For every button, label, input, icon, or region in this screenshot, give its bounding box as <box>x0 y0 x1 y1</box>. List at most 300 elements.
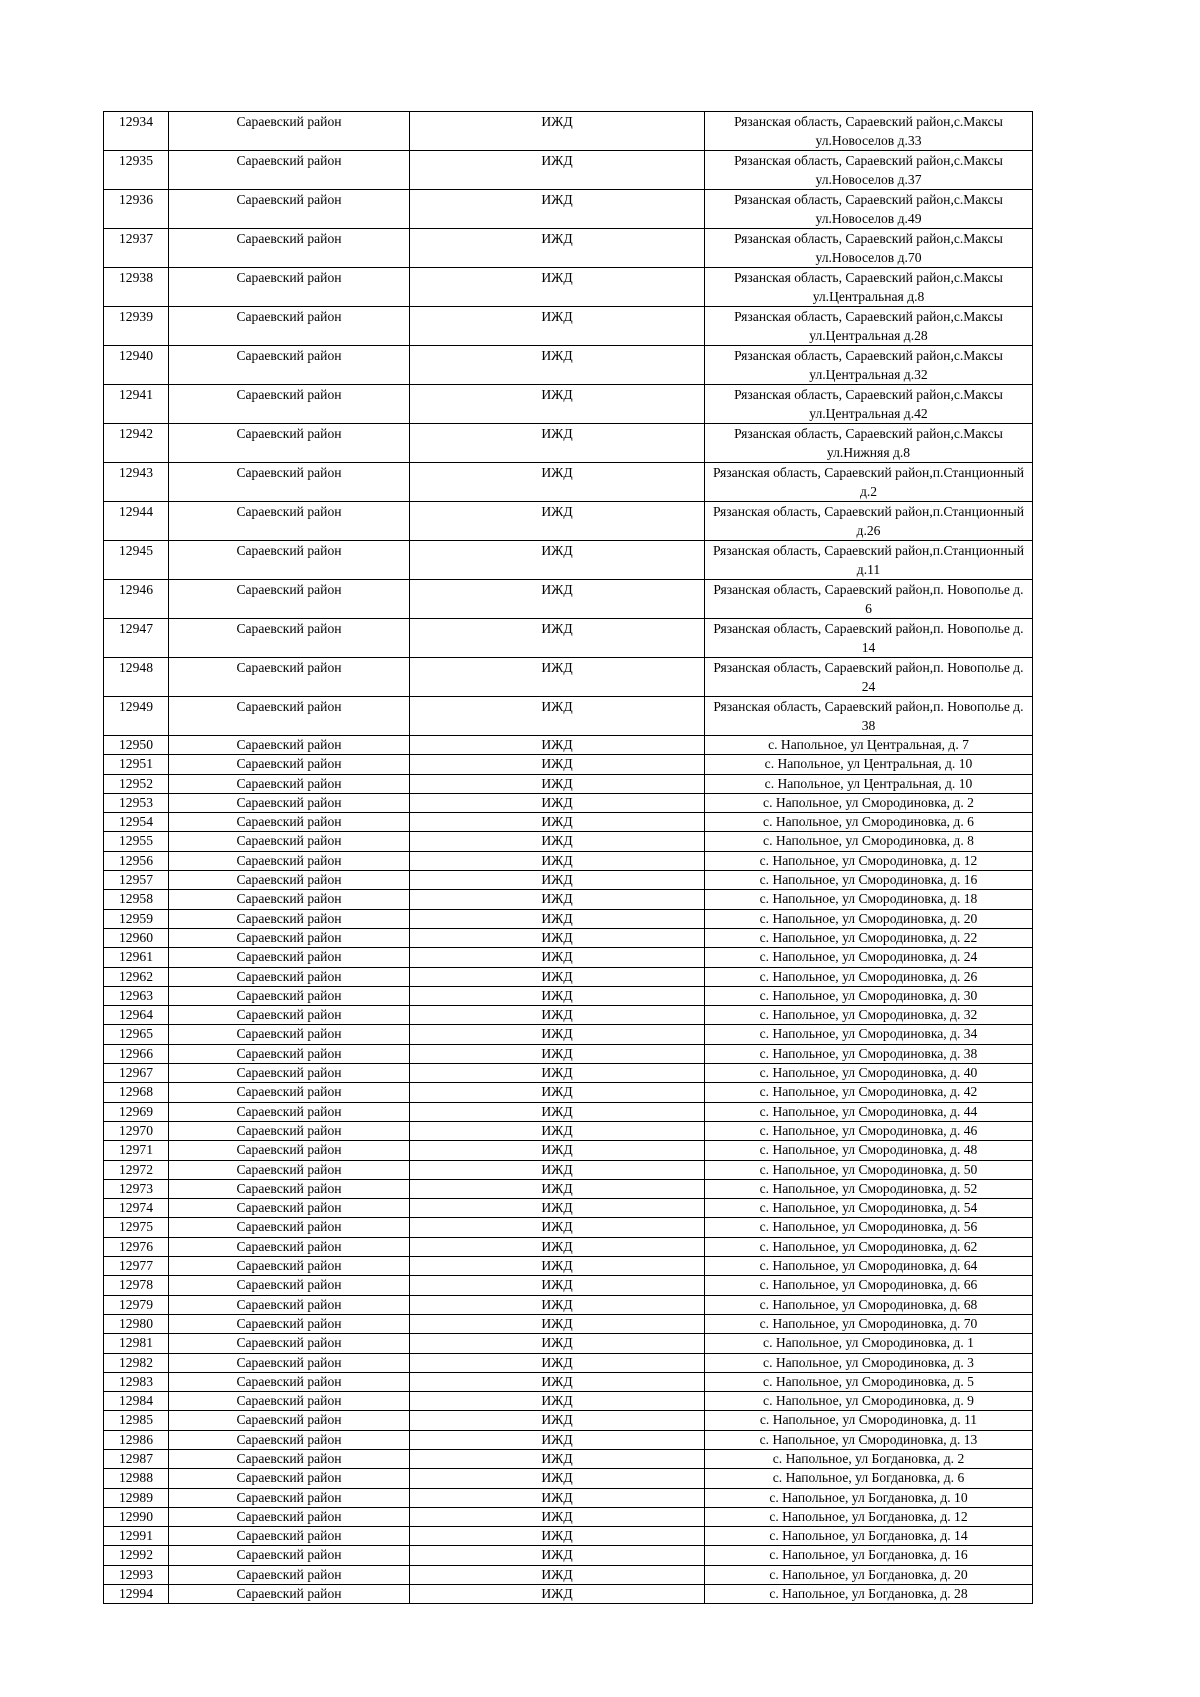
district-cell: Сараевский район <box>169 736 410 755</box>
address-cell: с. Напольное, ул Смородиновка, д. 18 <box>705 890 1033 909</box>
object-type-cell: ИЖД <box>410 1276 705 1295</box>
address-cell: с. Напольное, ул Смородиновка, д. 26 <box>705 967 1033 986</box>
district-cell: Сараевский район <box>169 1083 410 1102</box>
district-cell: Сараевский район <box>169 112 410 151</box>
row-number-cell: 12953 <box>104 793 169 812</box>
table-row <box>104 1585 1033 1604</box>
object-type-cell: ИЖД <box>410 1218 705 1237</box>
row-number-cell: 12960 <box>104 928 169 947</box>
object-type-cell: ИЖД <box>410 1430 705 1449</box>
table-row <box>104 1064 1033 1083</box>
row-number-cell: 12951 <box>104 755 169 774</box>
district-cell: Сараевский район <box>169 755 410 774</box>
row-number-cell: 12934 <box>104 112 169 151</box>
object-type-cell: ИЖД <box>410 658 705 697</box>
row-number-cell: 12973 <box>104 1179 169 1198</box>
table-row <box>104 307 1033 346</box>
object-type-cell: ИЖД <box>410 190 705 229</box>
district-cell: Сараевский район <box>169 1199 410 1218</box>
row-number-cell: 12946 <box>104 580 169 619</box>
table-row <box>104 967 1033 986</box>
row-number-cell: 12961 <box>104 948 169 967</box>
table-row <box>104 1469 1033 1488</box>
address-cell: с. Напольное, ул Смородиновка, д. 20 <box>705 909 1033 928</box>
district-cell: Сараевский район <box>169 1430 410 1449</box>
address-cell: с. Напольное, ул Смородиновка, д. 44 <box>705 1102 1033 1121</box>
address-cell: с. Напольное, ул Смородиновка, д. 62 <box>705 1237 1033 1256</box>
table-row <box>104 1411 1033 1430</box>
object-type-cell: ИЖД <box>410 1064 705 1083</box>
object-type-cell: ИЖД <box>410 909 705 928</box>
object-type-cell: ИЖД <box>410 890 705 909</box>
row-number-cell: 12990 <box>104 1507 169 1526</box>
district-cell: Сараевский район <box>169 697 410 736</box>
table-row <box>104 268 1033 307</box>
row-number-cell: 12941 <box>104 385 169 424</box>
table-row <box>104 813 1033 832</box>
table-row <box>104 1218 1033 1237</box>
address-cell: Рязанская область, Сараевский район,с.Максы ул.Новоселов д.70 <box>705 229 1033 268</box>
address-cell: Рязанская область, Сараевский район,п. Новополье д. 24 <box>705 658 1033 697</box>
table-row <box>104 948 1033 967</box>
district-cell: Сараевский район <box>169 813 410 832</box>
table-row <box>104 346 1033 385</box>
table-row <box>104 890 1033 909</box>
object-type-cell: ИЖД <box>410 1102 705 1121</box>
object-type-cell: ИЖД <box>410 1044 705 1063</box>
row-number-cell: 12974 <box>104 1199 169 1218</box>
row-number-cell: 12984 <box>104 1392 169 1411</box>
district-cell: Сараевский район <box>169 1218 410 1237</box>
object-type-cell: ИЖД <box>410 1488 705 1507</box>
object-type-cell: ИЖД <box>410 463 705 502</box>
address-cell: с. Напольное, ул Богдановка, д. 20 <box>705 1565 1033 1584</box>
row-number-cell: 12981 <box>104 1334 169 1353</box>
object-type-cell: ИЖД <box>410 986 705 1005</box>
district-cell: Сараевский район <box>169 793 410 812</box>
address-cell: с. Напольное, ул Смородиновка, д. 52 <box>705 1179 1033 1198</box>
district-cell: Сараевский район <box>169 1488 410 1507</box>
table-row <box>104 1006 1033 1025</box>
object-type-cell: ИЖД <box>410 112 705 151</box>
object-type-cell: ИЖД <box>410 1585 705 1604</box>
table-row <box>104 1527 1033 1546</box>
address-cell: с. Напольное, ул Смородиновка, д. 70 <box>705 1314 1033 1333</box>
table-row <box>104 1372 1033 1391</box>
district-cell: Сараевский район <box>169 346 410 385</box>
object-type-cell: ИЖД <box>410 928 705 947</box>
table-row <box>104 755 1033 774</box>
address-cell: с. Напольное, ул Смородиновка, д. 54 <box>705 1199 1033 1218</box>
district-cell: Сараевский район <box>169 832 410 851</box>
table-row <box>104 1546 1033 1565</box>
district-cell: Сараевский район <box>169 229 410 268</box>
district-cell: Сараевский район <box>169 871 410 890</box>
district-cell: Сараевский район <box>169 1411 410 1430</box>
table-row <box>104 619 1033 658</box>
row-number-cell: 12938 <box>104 268 169 307</box>
address-cell: Рязанская область, Сараевский район,п. Новополье д. 6 <box>705 580 1033 619</box>
table-row <box>104 1449 1033 1468</box>
row-number-cell: 12964 <box>104 1006 169 1025</box>
address-cell: Рязанская область, Сараевский район,п. Новополье д. 38 <box>705 697 1033 736</box>
table-row <box>104 1160 1033 1179</box>
district-cell: Сараевский район <box>169 774 410 793</box>
address-cell: с. Напольное, ул Богдановка, д. 14 <box>705 1527 1033 1546</box>
address-cell: с. Напольное, ул Смородиновка, д. 38 <box>705 1044 1033 1063</box>
table-row <box>104 1141 1033 1160</box>
row-number-cell: 12950 <box>104 736 169 755</box>
district-cell: Сараевский район <box>169 890 410 909</box>
district-cell: Сараевский район <box>169 1121 410 1140</box>
row-number-cell: 12955 <box>104 832 169 851</box>
district-cell: Сараевский район <box>169 1372 410 1391</box>
address-cell: с. Напольное, ул Смородиновка, д. 46 <box>705 1121 1033 1140</box>
district-cell: Сараевский район <box>169 1006 410 1025</box>
district-cell: Сараевский район <box>169 851 410 870</box>
object-type-cell: ИЖД <box>410 1565 705 1584</box>
object-type-cell: ИЖД <box>410 1121 705 1140</box>
table-row <box>104 986 1033 1005</box>
object-type-cell: ИЖД <box>410 229 705 268</box>
row-number-cell: 12980 <box>104 1314 169 1333</box>
row-number-cell: 12989 <box>104 1488 169 1507</box>
row-number-cell: 12979 <box>104 1295 169 1314</box>
address-cell: с. Напольное, ул Центральная, д. 10 <box>705 755 1033 774</box>
address-cell: Рязанская область, Сараевский район,с.Максы ул.Центральная д.8 <box>705 268 1033 307</box>
address-cell: с. Напольное, ул Центральная, д. 10 <box>705 774 1033 793</box>
table-row <box>104 385 1033 424</box>
table-row <box>104 1353 1033 1372</box>
district-cell: Сараевский район <box>169 1044 410 1063</box>
row-number-cell: 12992 <box>104 1546 169 1565</box>
address-cell: Рязанская область, Сараевский район,с.Максы ул.Новоселов д.37 <box>705 151 1033 190</box>
object-type-cell: ИЖД <box>410 385 705 424</box>
row-number-cell: 12959 <box>104 909 169 928</box>
table-row <box>104 541 1033 580</box>
district-cell: Сараевский район <box>169 463 410 502</box>
table-row <box>104 580 1033 619</box>
district-cell: Сараевский район <box>169 1257 410 1276</box>
object-type-cell: ИЖД <box>410 871 705 890</box>
district-cell: Сараевский район <box>169 1314 410 1333</box>
row-number-cell: 12947 <box>104 619 169 658</box>
object-type-cell: ИЖД <box>410 1025 705 1044</box>
row-number-cell: 12982 <box>104 1353 169 1372</box>
object-type-cell: ИЖД <box>410 502 705 541</box>
row-number-cell: 12956 <box>104 851 169 870</box>
row-number-cell: 12940 <box>104 346 169 385</box>
object-type-cell: ИЖД <box>410 832 705 851</box>
row-number-cell: 12986 <box>104 1430 169 1449</box>
row-number-cell: 12969 <box>104 1102 169 1121</box>
table-row <box>104 1314 1033 1333</box>
row-number-cell: 12976 <box>104 1237 169 1256</box>
table-row <box>104 774 1033 793</box>
address-cell: с. Напольное, ул Богдановка, д. 6 <box>705 1469 1033 1488</box>
object-type-cell: ИЖД <box>410 948 705 967</box>
address-cell: с. Напольное, ул Смородиновка, д. 68 <box>705 1295 1033 1314</box>
table-row <box>104 1488 1033 1507</box>
address-cell: с. Напольное, ул Смородиновка, д. 34 <box>705 1025 1033 1044</box>
object-type-cell: ИЖД <box>410 1392 705 1411</box>
district-cell: Сараевский район <box>169 1025 410 1044</box>
object-type-cell: ИЖД <box>410 307 705 346</box>
object-type-cell: ИЖД <box>410 1006 705 1025</box>
row-number-cell: 12993 <box>104 1565 169 1584</box>
address-cell: с. Напольное, ул Смородиновка, д. 32 <box>705 1006 1033 1025</box>
object-type-cell: ИЖД <box>410 1411 705 1430</box>
object-type-cell: ИЖД <box>410 736 705 755</box>
object-type-cell: ИЖД <box>410 268 705 307</box>
table-row <box>104 424 1033 463</box>
address-cell: с. Напольное, ул Смородиновка, д. 11 <box>705 1411 1033 1430</box>
district-cell: Сараевский район <box>169 1469 410 1488</box>
object-type-cell: ИЖД <box>410 619 705 658</box>
row-number-cell: 12939 <box>104 307 169 346</box>
district-cell: Сараевский район <box>169 541 410 580</box>
district-cell: Сараевский район <box>169 1546 410 1565</box>
row-number-cell: 12952 <box>104 774 169 793</box>
district-cell: Сараевский район <box>169 1102 410 1121</box>
row-number-cell: 12983 <box>104 1372 169 1391</box>
table-row <box>104 112 1033 151</box>
district-cell: Сараевский район <box>169 986 410 1005</box>
object-type-cell: ИЖД <box>410 813 705 832</box>
table-row <box>104 658 1033 697</box>
address-cell: с. Напольное, ул Смородиновка, д. 12 <box>705 851 1033 870</box>
row-number-cell: 12954 <box>104 813 169 832</box>
object-type-cell: ИЖД <box>410 851 705 870</box>
table-row <box>104 463 1033 502</box>
district-cell: Сараевский район <box>169 1449 410 1468</box>
address-cell: Рязанская область, Сараевский район,с.Максы ул.Центральная д.28 <box>705 307 1033 346</box>
table-row <box>104 151 1033 190</box>
object-type-cell: ИЖД <box>410 774 705 793</box>
table-row <box>104 736 1033 755</box>
row-number-cell: 12971 <box>104 1141 169 1160</box>
district-cell: Сараевский район <box>169 928 410 947</box>
object-type-cell: ИЖД <box>410 1546 705 1565</box>
row-number-cell: 12942 <box>104 424 169 463</box>
object-type-cell: ИЖД <box>410 1527 705 1546</box>
address-cell: с. Напольное, ул Смородиновка, д. 3 <box>705 1353 1033 1372</box>
address-cell: Рязанская область, Сараевский район,с.Максы ул.Новоселов д.49 <box>705 190 1033 229</box>
district-cell: Сараевский район <box>169 658 410 697</box>
object-type-cell: ИЖД <box>410 1199 705 1218</box>
object-type-cell: ИЖД <box>410 424 705 463</box>
address-cell: с. Напольное, ул Смородиновка, д. 42 <box>705 1083 1033 1102</box>
address-cell: с. Напольное, ул Смородиновка, д. 50 <box>705 1160 1033 1179</box>
address-cell: с. Напольное, ул Смородиновка, д. 64 <box>705 1257 1033 1276</box>
district-cell: Сараевский район <box>169 909 410 928</box>
address-cell: Рязанская область, Сараевский район,п.Станционный д.26 <box>705 502 1033 541</box>
district-cell: Сараевский район <box>169 502 410 541</box>
address-cell: с. Напольное, ул Богдановка, д. 2 <box>705 1449 1033 1468</box>
row-number-cell: 12949 <box>104 697 169 736</box>
table-row <box>104 502 1033 541</box>
district-cell: Сараевский район <box>169 1295 410 1314</box>
row-number-cell: 12957 <box>104 871 169 890</box>
row-number-cell: 12966 <box>104 1044 169 1063</box>
table-row <box>104 832 1033 851</box>
district-cell: Сараевский район <box>169 580 410 619</box>
object-type-cell: ИЖД <box>410 697 705 736</box>
address-cell: с. Напольное, ул Смородиновка, д. 56 <box>705 1218 1033 1237</box>
address-cell: с. Напольное, ул Богдановка, д. 28 <box>705 1585 1033 1604</box>
row-number-cell: 12994 <box>104 1585 169 1604</box>
object-type-cell: ИЖД <box>410 793 705 812</box>
row-number-cell: 12975 <box>104 1218 169 1237</box>
address-cell: Рязанская область, Сараевский район,с.Максы ул.Нижняя д.8 <box>705 424 1033 463</box>
row-number-cell: 12972 <box>104 1160 169 1179</box>
table-row <box>104 1237 1033 1256</box>
district-cell: Сараевский район <box>169 1585 410 1604</box>
district-cell: Сараевский район <box>169 948 410 967</box>
district-cell: Сараевский район <box>169 385 410 424</box>
district-cell: Сараевский район <box>169 1565 410 1584</box>
table-row <box>104 909 1033 928</box>
table-row <box>104 1083 1033 1102</box>
district-cell: Сараевский район <box>169 151 410 190</box>
table-row <box>104 1430 1033 1449</box>
address-cell: с. Напольное, ул Смородиновка, д. 13 <box>705 1430 1033 1449</box>
district-cell: Сараевский район <box>169 1064 410 1083</box>
table-row <box>104 1179 1033 1198</box>
district-cell: Сараевский район <box>169 268 410 307</box>
row-number-cell: 12978 <box>104 1276 169 1295</box>
row-number-cell: 12968 <box>104 1083 169 1102</box>
object-type-cell: ИЖД <box>410 1314 705 1333</box>
district-cell: Сараевский район <box>169 1507 410 1526</box>
district-cell: Сараевский район <box>169 1276 410 1295</box>
row-number-cell: 12958 <box>104 890 169 909</box>
object-type-cell: ИЖД <box>410 1257 705 1276</box>
object-type-cell: ИЖД <box>410 346 705 385</box>
address-cell: с. Напольное, ул Смородиновка, д. 16 <box>705 871 1033 890</box>
object-type-cell: ИЖД <box>410 541 705 580</box>
row-number-cell: 12965 <box>104 1025 169 1044</box>
address-cell: с. Напольное, ул Смородиновка, д. 22 <box>705 928 1033 947</box>
address-cell: с. Напольное, ул Смородиновка, д. 2 <box>705 793 1033 812</box>
table-row <box>104 1507 1033 1526</box>
district-cell: Сараевский район <box>169 619 410 658</box>
row-number-cell: 12944 <box>104 502 169 541</box>
housing-table-body <box>104 112 1033 1604</box>
district-cell: Сараевский район <box>169 424 410 463</box>
row-number-cell: 12985 <box>104 1411 169 1430</box>
address-cell: Рязанская область, Сараевский район,п. Новополье д. 14 <box>705 619 1033 658</box>
address-cell: с. Напольное, ул Богдановка, д. 12 <box>705 1507 1033 1526</box>
object-type-cell: ИЖД <box>410 1507 705 1526</box>
table-row <box>104 1102 1033 1121</box>
table-row <box>104 1199 1033 1218</box>
row-number-cell: 12945 <box>104 541 169 580</box>
table-row <box>104 1121 1033 1140</box>
table-row <box>104 793 1033 812</box>
district-cell: Сараевский район <box>169 1392 410 1411</box>
object-type-cell: ИЖД <box>410 1334 705 1353</box>
object-type-cell: ИЖД <box>410 1449 705 1468</box>
table-row <box>104 229 1033 268</box>
address-cell: с. Напольное, ул Смородиновка, д. 5 <box>705 1372 1033 1391</box>
object-type-cell: ИЖД <box>410 1372 705 1391</box>
row-number-cell: 12962 <box>104 967 169 986</box>
address-cell: с. Напольное, ул Смородиновка, д. 48 <box>705 1141 1033 1160</box>
row-number-cell: 12943 <box>104 463 169 502</box>
object-type-cell: ИЖД <box>410 1295 705 1314</box>
district-cell: Сараевский район <box>169 967 410 986</box>
address-cell: Рязанская область, Сараевский район,с.Максы ул.Новоселов д.33 <box>705 112 1033 151</box>
table-row <box>104 1295 1033 1314</box>
district-cell: Сараевский район <box>169 190 410 229</box>
address-cell: с. Напольное, ул Смородиновка, д. 6 <box>705 813 1033 832</box>
object-type-cell: ИЖД <box>410 1179 705 1198</box>
address-cell: Рязанская область, Сараевский район,с.Максы ул.Центральная д.42 <box>705 385 1033 424</box>
table-row <box>104 190 1033 229</box>
address-cell: с. Напольное, ул Смородиновка, д. 40 <box>705 1064 1033 1083</box>
district-cell: Сараевский район <box>169 1334 410 1353</box>
district-cell: Сараевский район <box>169 1237 410 1256</box>
table-row <box>104 1276 1033 1295</box>
housing-table <box>103 111 1033 1604</box>
table-row <box>104 851 1033 870</box>
address-cell: с. Напольное, ул Смородиновка, д. 66 <box>705 1276 1033 1295</box>
address-cell: Рязанская область, Сараевский район,п.Станционный д.2 <box>705 463 1033 502</box>
address-cell: с. Напольное, ул Смородиновка, д. 8 <box>705 832 1033 851</box>
row-number-cell: 12987 <box>104 1449 169 1468</box>
row-number-cell: 12937 <box>104 229 169 268</box>
object-type-cell: ИЖД <box>410 1353 705 1372</box>
row-number-cell: 12988 <box>104 1469 169 1488</box>
district-cell: Сараевский район <box>169 1353 410 1372</box>
address-cell: с. Напольное, ул Смородиновка, д. 30 <box>705 986 1033 1005</box>
district-cell: Сараевский район <box>169 1141 410 1160</box>
table-row <box>104 1392 1033 1411</box>
table-row <box>104 1565 1033 1584</box>
address-cell: Рязанская область, Сараевский район,п.Станционный д.11 <box>705 541 1033 580</box>
object-type-cell: ИЖД <box>410 1237 705 1256</box>
table-row <box>104 1257 1033 1276</box>
district-cell: Сараевский район <box>169 307 410 346</box>
row-number-cell: 12948 <box>104 658 169 697</box>
table-row <box>104 1334 1033 1353</box>
table-row <box>104 1044 1033 1063</box>
address-cell: с. Напольное, ул Центральная, д. 7 <box>705 736 1033 755</box>
object-type-cell: ИЖД <box>410 580 705 619</box>
object-type-cell: ИЖД <box>410 1141 705 1160</box>
table-row <box>104 871 1033 890</box>
object-type-cell: ИЖД <box>410 1083 705 1102</box>
table-row <box>104 697 1033 736</box>
object-type-cell: ИЖД <box>410 151 705 190</box>
address-cell: с. Напольное, ул Богдановка, д. 16 <box>705 1546 1033 1565</box>
row-number-cell: 12977 <box>104 1257 169 1276</box>
table-row <box>104 928 1033 947</box>
address-cell: с. Напольное, ул Смородиновка, д. 24 <box>705 948 1033 967</box>
object-type-cell: ИЖД <box>410 1160 705 1179</box>
object-type-cell: ИЖД <box>410 1469 705 1488</box>
row-number-cell: 12991 <box>104 1527 169 1546</box>
address-cell: с. Напольное, ул Смородиновка, д. 9 <box>705 1392 1033 1411</box>
row-number-cell: 12936 <box>104 190 169 229</box>
table-row <box>104 1025 1033 1044</box>
object-type-cell: ИЖД <box>410 967 705 986</box>
row-number-cell: 12970 <box>104 1121 169 1140</box>
row-number-cell: 12963 <box>104 986 169 1005</box>
row-number-cell: 12935 <box>104 151 169 190</box>
district-cell: Сараевский район <box>169 1527 410 1546</box>
